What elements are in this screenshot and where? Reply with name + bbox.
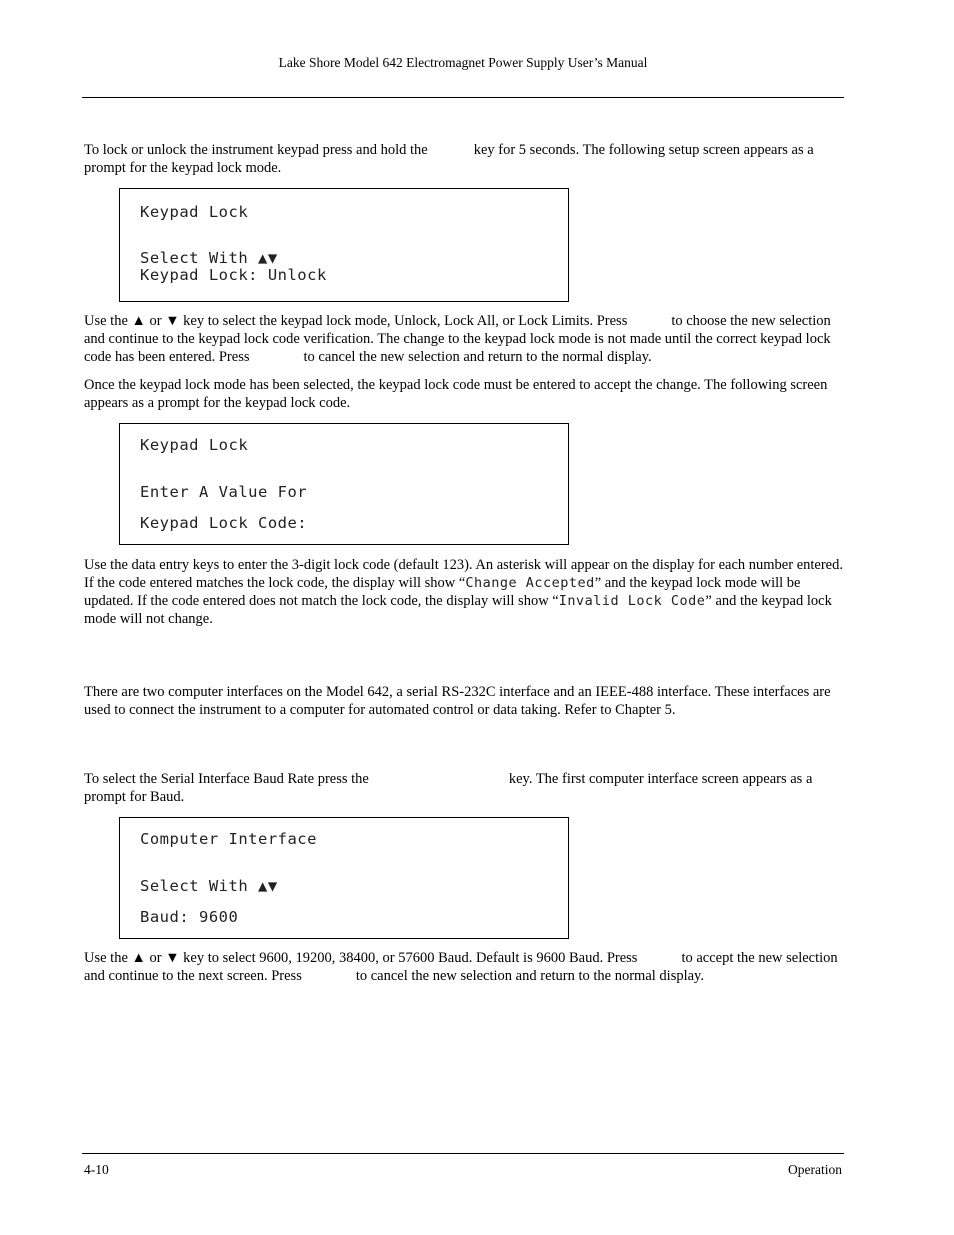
keypad-lock-code-prompt: Once the keypad lock mode has been selected, the keypad lock code must be entered to accept the change. The following screen appears as a prompt for the keypad lock code. bbox=[84, 377, 828, 411]
baud-select-text-a: Use the ▲ or ▼ key to select 9600, 19200, 38400, or 57600 Baud. Default is 9600 Baud. Press bbox=[84, 950, 638, 966]
invalid-lock-code-message: Invalid Lock Code bbox=[558, 593, 706, 609]
footer-rule bbox=[82, 1153, 844, 1154]
entry-text-c: ” and the keypad lock mode will not change. bbox=[84, 593, 832, 627]
baud-rate-intro bbox=[84, 770, 844, 806]
lcd-line-3: Keypad Lock Code: bbox=[140, 514, 308, 532]
entry-text-a: Use the data entry keys to enter the 3-digit lock code (default 123). An asterisk will appear on the display for each number entered. If the code entered matches the lock code, the display will show “ bbox=[84, 557, 843, 591]
running-header: Lake Shore Model 642 Electromagnet Power Supply User’s Manual bbox=[278, 55, 648, 70]
baud-select-text-b: to accept the new selection and continue to the next screen. Press bbox=[84, 950, 838, 984]
header-rule bbox=[82, 97, 844, 98]
lcd-screen-keypad-lock-mode bbox=[119, 188, 569, 302]
computer-interface-intro: There are two computer interfaces on the Model 642, a serial RS-232C interface and an IEEE-488 interface. These interfaces are used to connect the instrument to a computer for automated control or data taking. Refer to Chapter 5. bbox=[84, 684, 831, 718]
lcd-line-1: Computer Interface bbox=[140, 830, 317, 848]
change-accepted-message: Change Accepted bbox=[465, 575, 595, 591]
section-name: Operation bbox=[788, 1162, 842, 1177]
intro-text-b: key for 5 seconds. The following setup screen appears as a prompt for the keypad lock mode. bbox=[84, 142, 814, 176]
select-text-a: Use the ▲ or ▼ key to select the keypad lock mode, Unlock, Lock All, or Lock Limits. Press bbox=[84, 313, 628, 329]
page-number: 4-10 bbox=[84, 1162, 109, 1177]
baud-select-paragraph bbox=[84, 949, 844, 985]
lcd-line-2: Enter A Value For bbox=[140, 483, 308, 501]
baud-text-a: To select the Serial Interface Baud Rate press the bbox=[84, 771, 369, 787]
keypad-lock-select-paragraph bbox=[84, 312, 844, 366]
select-text-b: to choose the new selection and continue to the keypad lock code verification. The change to the keypad lock mode is not made until the correct keypad lock code has been entered. Press bbox=[84, 313, 831, 365]
entry-text-b: ” and the keypad lock mode will be updated. If the code entered does not match the lock code, the display will show “ bbox=[84, 575, 801, 609]
lcd-line-1: Keypad Lock bbox=[140, 203, 249, 221]
intro-text-a: To lock or unlock the instrument keypad press and hold the bbox=[84, 142, 428, 158]
keypad-lock-entry-paragraph bbox=[84, 556, 844, 628]
lcd-line-2: Select With ▲▼ bbox=[140, 877, 278, 895]
select-text-c: to cancel the new selection and return to the normal display. bbox=[303, 349, 652, 365]
baud-select-text-c: to cancel the new selection and return to the normal display. bbox=[355, 968, 704, 984]
lcd-line-3: Keypad Lock: Unlock bbox=[140, 266, 327, 284]
lcd-screen-computer-interface bbox=[119, 817, 569, 939]
lcd-line-1: Keypad Lock bbox=[140, 436, 249, 454]
baud-text-b: key. The first computer interface screen appears as a prompt for Baud. bbox=[84, 771, 813, 805]
keypad-lock-intro bbox=[84, 141, 844, 177]
lcd-line-3: Baud: 9600 bbox=[140, 908, 239, 926]
lcd-screen-keypad-lock-code bbox=[119, 423, 569, 545]
lcd-line-2: Select With ▲▼ bbox=[140, 249, 278, 267]
